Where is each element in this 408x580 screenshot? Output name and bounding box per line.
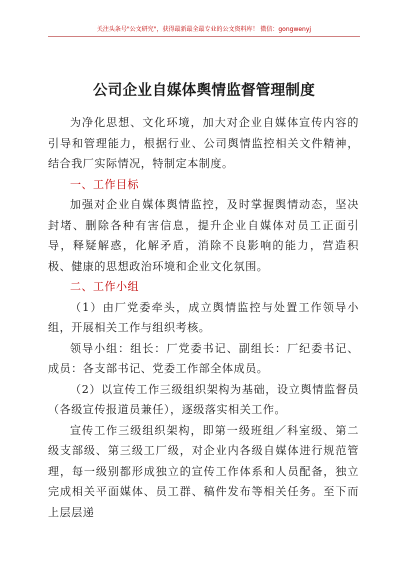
team-paragraph-2: 领导小组：组长：厂党委书记、副组长：厂纪委书记、成员：各支部书记、党委工作部全体成员。 [48,341,359,375]
header-divider [48,36,360,37]
section-heading-team: 二、工作小组 [70,280,139,293]
intro-paragraph: 为净化思想、文化环境，加大对企业自媒体宣传内容的引导和管理能力，根据行业、公司舆情监控相关文件精神，结合我厂实际情况，特制定本制度。 [48,116,359,170]
document-body [48,113,359,523]
team-paragraph-3: （2）以宣传工作三级组织架构为基础，设立舆情监督员（各级宣传报道员兼任），逐级落实相关工作。 [48,382,359,416]
team-paragraph-1: （1）由厂党委牵头，成立舆情监控与处置工作领导小组，开展相关工作与组织考核。 [48,300,359,334]
document-title: 公司企业自媒体舆情监督管理制度 [93,83,315,99]
goals-paragraph: 加强对企业自媒体舆情监控，及时掌握舆情动态，坚决封堵、删除各种有害信息，提升企业自媒体对员工正面引导，释疑解惑，化解矛盾，消除不良影响的能力，营造积极、健康的思想政治环境和企业文化氛围。 [48,198,359,273]
team-paragraph-4: 宣传工作三级组织架构，即第一级班组／科室级、第二级支部级、第三级工厂级，对企业内各级自媒体进行规范管理，每一级别都形成独立的宣传工作体系和人员配备，独立完成相关平面媒体、员工群、稿件发布等相关任务。至下而上层层递 [48,423,359,519]
header-note: 关注头条号"公文研究"，获得最新最全最专业的公文资料库！ 微信：gongwenyj [96,26,312,33]
section-heading-goals: 一、工作目标 [70,177,139,191]
